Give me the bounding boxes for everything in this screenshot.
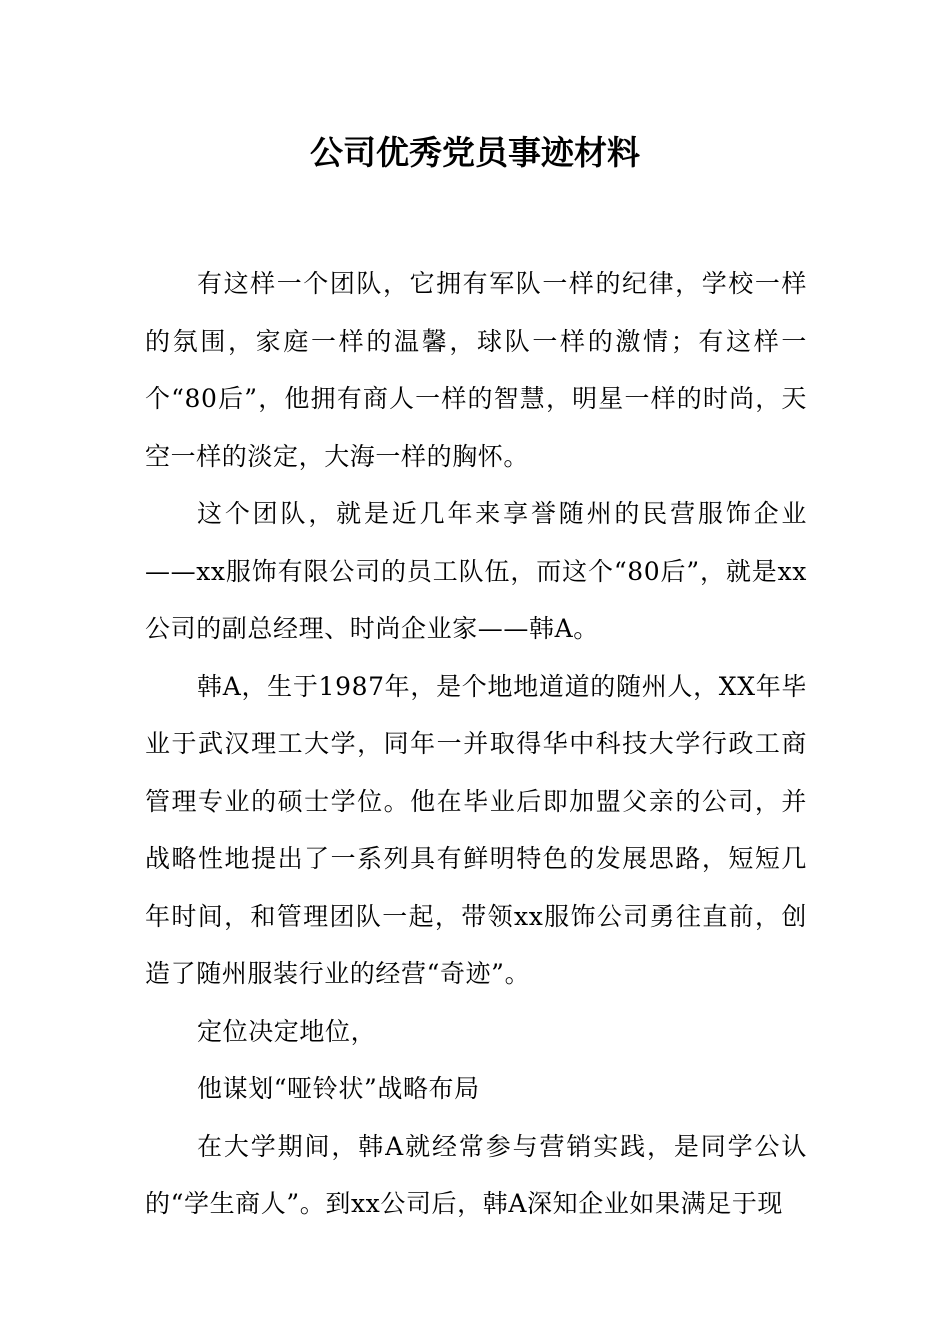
paragraph: 这个团队，就是近几年来享誉随州的民营服饰企业——xx服饰有限公司的员工队伍，而这个“80后”，就是xx公司的副总经理、时尚企业家——韩A。 [145,499,807,643]
paragraph: 韩A，生于1987年，是个地地道道的随州人，XX年毕业于武汉理工大学，同年一并取得华中科技大学行政工商管理专业的硕士学位。他在毕业后即加盟父亲的公司，并战略性地提出了一系列具有鲜明特色的发展思路，短短几年时间，和管理团队一起，带领xx服饰公司勇往直前，创造了随州服装行业的经营“奇迹”。 [145,671,807,988]
section-heading-line-2: 他谋划“哑铃状”战略布局 [197,1074,480,1103]
section-heading-line-1: 定位决定地位， [197,1016,377,1046]
paragraph: 在大学期间，韩A就经常参与营销实践，是同学公认的“学生商人”。到xx公司后，韩A深知企业如果满足于现 [145,1131,807,1218]
document-body [145,255,807,1233]
paragraph: 有这样一个团队，它拥有军队一样的纪律，学校一样的氛围，家庭一样的温馨，球队一样的激情；有这样一个“80后”，他拥有商人一样的智慧，明星一样的时尚，天空一样的淡定，大海一样的胸怀。 [145,269,807,471]
document-title: 公司优秀党员事迹材料 [310,133,640,172]
